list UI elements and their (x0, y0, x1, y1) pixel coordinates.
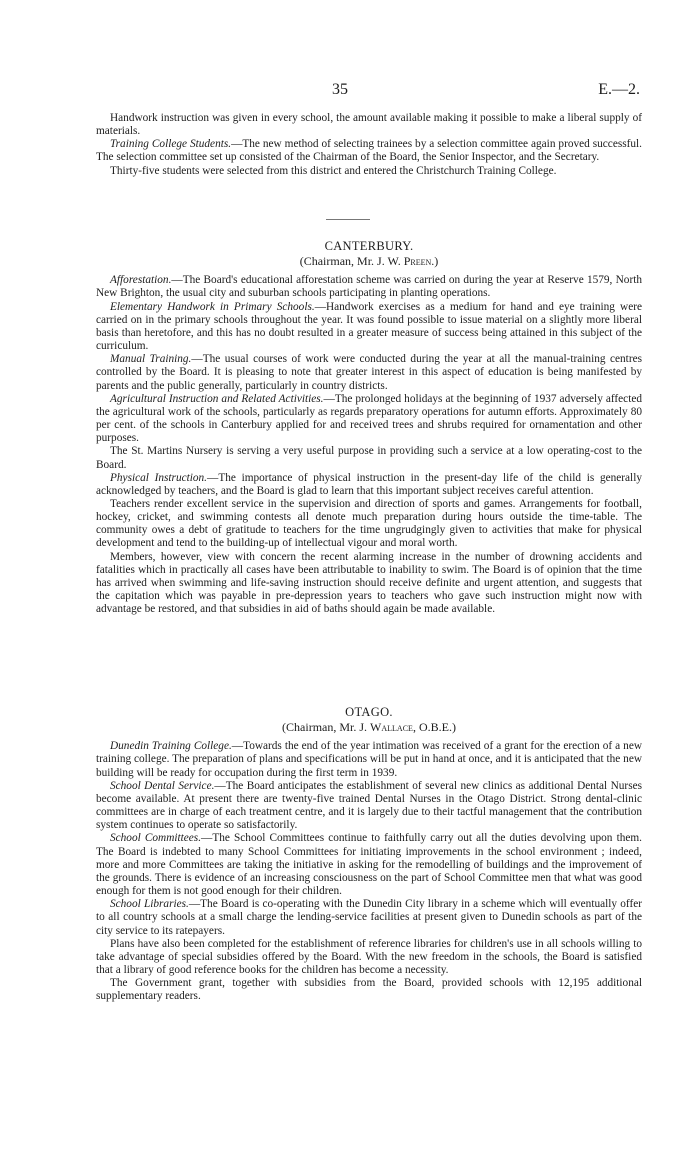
paragraph (96, 740, 642, 779)
chairman-prefix: (Chairman, Mr. J. (282, 720, 371, 735)
paragraph-text: —The Board's educational afforestation scheme was carried on during the year at Reserve 1579, North New Brighton, the usual city and suburban schools participating in planting operations. (96, 274, 642, 300)
paragraph-label: Afforestation. (110, 274, 172, 287)
paragraph (96, 138, 642, 164)
paragraph-label: Dunedin Training College. (110, 740, 232, 753)
intro-section (96, 112, 642, 178)
paragraph-text: —The importance of physical instruction in the present-day life of the child is generally acknowledged by teachers, and the Board is glad to learn that this important subject receives careful attention. (96, 471, 642, 497)
paragraph (96, 832, 642, 898)
paragraph (96, 353, 642, 392)
paragraph (96, 780, 642, 833)
paragraph-text: —The School Committees continue to faithfully carry out all the duties devolving upon them. The Board is indebted to many School Committees for initiating improvements in the school environment ; indeed, more and more Committees are taking the initiative in asking for the remodelling of buildings and the improvement of the grounds. There is evidence of an increasing consciousness on the part of School Committee men that what was good enough for them is not good enough for their children. (96, 832, 642, 898)
paragraph-text: —The Board is co-operating with the Dunedin City library in a scheme which will eventually offer to all country schools at a small charge the lending-service facilities at present given to Dunedin schools as part of the city service to its ratepayers. (96, 898, 642, 937)
paragraph-text: —The Board anticipates the establishment of several new clinics as additional Dental Nurses become available. At present there are twenty-five trained Dental Nurses in the Otago District. Strong dental-clinic committees are in charge of each treatment centre, and it is largely due to their tactful management that the contribution system continues to operate so satisfactorily. (96, 779, 642, 832)
paragraph: Thirty-five students were selected from this district and entered the Christchurch Training College. (110, 164, 557, 177)
paragraph: Handwork instruction was given in every school, the amount available making it possible to make a liberal supply of materials. (96, 112, 642, 138)
paragraph (96, 393, 642, 446)
paragraph (96, 274, 642, 300)
page-number: 35 (332, 81, 348, 98)
section-title: CANTERBURY. (324, 239, 414, 253)
paragraph-label: Training College Students. (110, 138, 232, 151)
section-divider (326, 219, 370, 220)
chairman-name: Wallace (370, 720, 413, 735)
section-chairman (96, 721, 642, 734)
chairman-name: Preen (403, 254, 432, 269)
section-title: OTAGO. (345, 705, 393, 719)
paragraph: Teachers render excellent service in the supervision and direction of sports and games. Arrangements for football, hockey, cricket, and swimming contests all denote much preparation during hours outside the time-table. The community owes a debt of gratitude to teachers for the time ungrudgingly given to activities that make for physical development and tend to the building-up of intellectual vigour and moral worth. (96, 497, 642, 550)
paragraph-label: Agricultural Instruction and Related Activities. (110, 392, 324, 405)
chairman-prefix: (Chairman, Mr. J. W. (299, 254, 404, 269)
paragraph-label: Manual Training. (110, 353, 192, 366)
paragraph-text: —Handwork exercises as a medium for hand and eye training were carried on in the primary schools throughout the year. It was found possible to issue material on a slightly more liberal basis than heretofore, and this has no doubt resulted in a greater measure of success being attained in this subject of the curriculum. (96, 300, 642, 353)
paragraph: Members, however, view with concern the recent alarming increase in the number of drowning accidents and fatalities which in practically all cases have been attributable to inability to swim. The Board is of opinion that the time has arrived when swimming and life-saving instruction should receive definite and urgent attention, and suggests that the capitation which was payable in pre-depression years to teachers who gave such instruction might now with advantage be restored, and that subsidies in aid of baths should again be made available. (96, 550, 642, 616)
paragraph-text: —The prolonged holidays at the beginning of 1937 adversely affected the agricultural work of the schools, particularly as regards preparatory operations for autumn efforts. Approximately 80 per cent. of the schools in Canterbury applied for and received trees and shrubs required for ornamentation and other purposes. (96, 392, 642, 445)
paragraph (96, 472, 642, 498)
paragraph (96, 898, 642, 937)
paragraph-text: —The usual courses of work were conducted during the year at all the manual-training centres controlled by the Board. It is pleasing to note that greater interest in this aspect of education is being manifested by parents and the public generally, particularly in country districts. (96, 353, 642, 392)
chairman-suffix: .) (431, 254, 439, 269)
section-chairman (96, 255, 642, 268)
paragraph (96, 301, 642, 354)
paragraph-label: School Dental Service. (110, 779, 215, 792)
paragraph: Plans have also been completed for the establishment of reference libraries for children's use in all schools willing to take advantage of special subsidies offered by the Board. With the new freedom in the schools, the Board is satisfied that a library of good reference books for the children has become a necessity. (96, 937, 642, 976)
paragraph-text: —Towards the end of the year intimation was received of a grant for the erection of a new training college. The preparation of plans and specifications will be put in hand at once, and it is anticipated that the new building will be ready for occupation during the first term in 1939. (96, 740, 642, 779)
canterbury-section (96, 240, 642, 616)
paragraph-text: —The new method of selecting trainees by a selection committee again proved successful. The selection committee set up consisted of the Chairman of the Board, the Senior Inspector, and the Secretary. (96, 138, 642, 164)
otago-section (96, 706, 642, 1003)
paragraph-label: School Committees. (110, 832, 202, 845)
paragraph-label: School Libraries. (110, 898, 189, 911)
paragraph-label: Physical Instruction. (110, 471, 208, 484)
paragraph: The St. Martins Nursery is serving a very useful purpose in providing such a service at a low operating-cost to the Board. (96, 445, 642, 471)
paragraph: The Government grant, together with subsidies from the Board, provided schools with 12,195 additional supplementary readers. (96, 977, 642, 1003)
report-code: E.—2. (598, 81, 640, 98)
paragraph-label: Elementary Handwork in Primary Schools. (110, 300, 315, 313)
chairman-suffix: , O.B.E.) (412, 720, 456, 735)
page-header (0, 83, 700, 103)
